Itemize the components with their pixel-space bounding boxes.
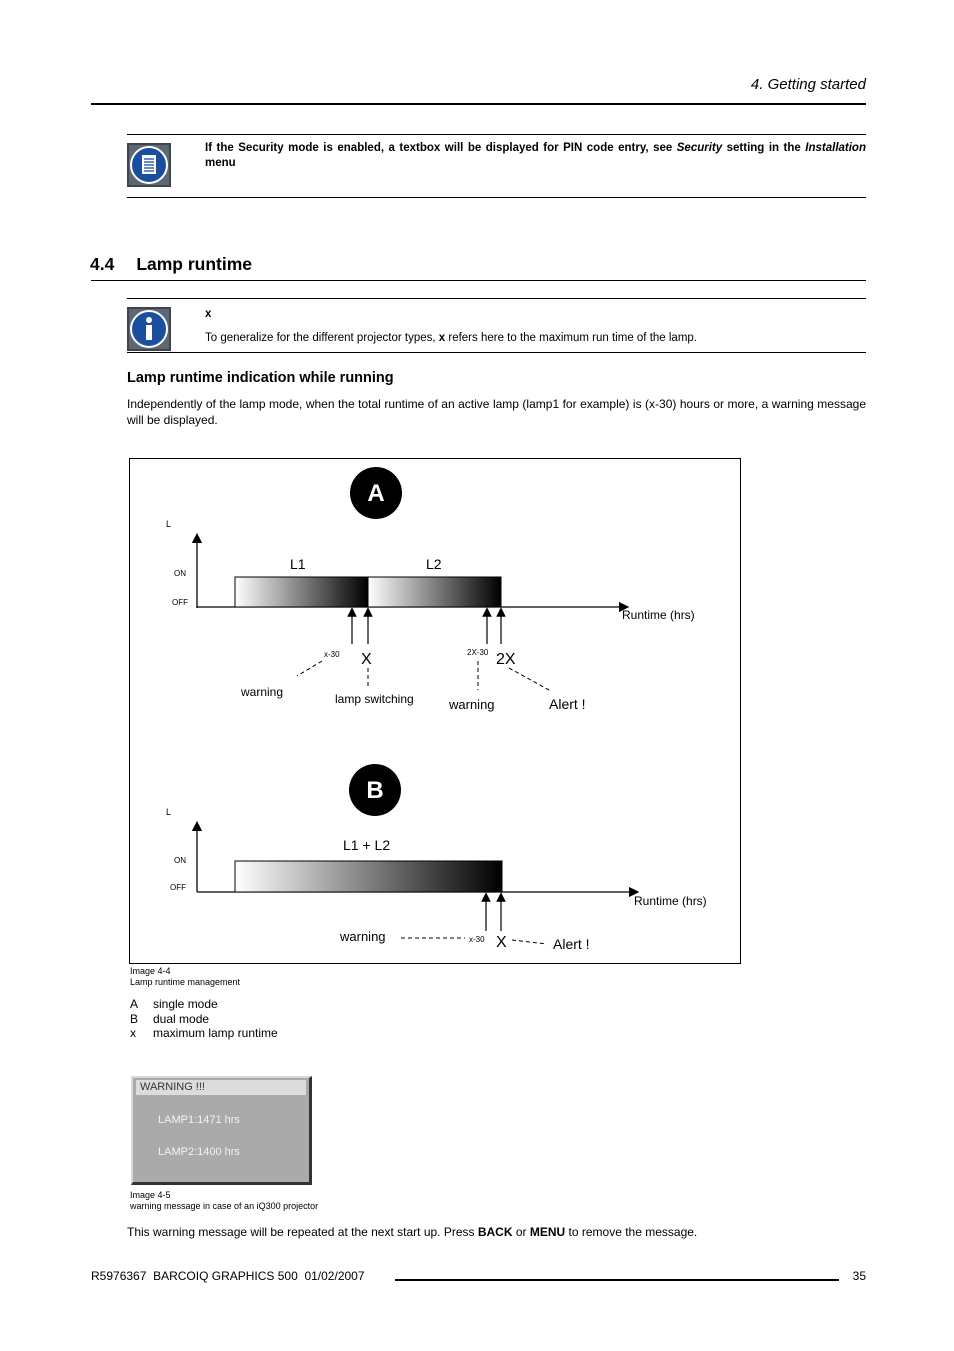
lamps-label: L1 + L2 — [343, 837, 391, 853]
info-top-rule — [127, 298, 866, 299]
warning-label-2: warning — [449, 697, 495, 712]
warning-label-1: warning — [241, 685, 284, 699]
page-number: 35 — [852, 1269, 866, 1283]
axis-label-l: L — [166, 519, 172, 529]
badge-a: A — [367, 480, 385, 507]
info-bottom-rule — [127, 352, 866, 353]
legend-item: B dual mode — [130, 1011, 210, 1026]
alert-label-b: Alert ! — [553, 936, 590, 952]
lamp1-bar — [235, 577, 368, 607]
footer-rule — [395, 1279, 839, 1281]
badge-b: B — [366, 777, 384, 804]
info-note-text: To generalize for the different projector types, x refers here to the maximum run time of the lamp. — [205, 332, 697, 344]
mark-x: X — [361, 651, 372, 668]
warning-message-screenshot — [131, 1076, 312, 1185]
switching-label: lamp switching — [335, 692, 414, 706]
off-label-b: OFF — [170, 883, 186, 892]
figure2-caption: Image 4-5 warning message in case of an iQ300 projector — [130, 1190, 319, 1211]
off-label: OFF — [172, 598, 188, 607]
note-icon — [127, 143, 171, 192]
figure-legend — [130, 997, 278, 1041]
warning-lamp1: LAMP1:1471 hrs — [158, 1114, 240, 1126]
intro-paragraph: Independently of the lamp mode, when the total runtime of an active lamp (lamp1 for example) is (x-30) hours or more, a warning message will be displayed. — [127, 397, 866, 427]
closing-paragraph: This warning message will be repeated at the next start up. Press BACK or MENU to remove the message. — [127, 1225, 698, 1239]
mark-x30: x-30 — [324, 650, 340, 659]
runtime-label: Runtime (hrs) — [622, 608, 695, 622]
note-top-rule — [127, 134, 866, 135]
legend-item: A single mode — [130, 997, 218, 1011]
section-rule — [91, 280, 866, 281]
info-note-heading: x — [205, 308, 212, 320]
warning-title-bar: WARNING !!! — [136, 1080, 306, 1095]
section-heading: 4.4 Lamp runtime — [90, 254, 253, 274]
figure1-caption: Image 4-4 Lamp runtime management — [130, 966, 241, 987]
header-rule — [91, 103, 866, 105]
lamps-bar — [235, 861, 502, 892]
subsection-heading: Lamp runtime indication while running — [127, 370, 394, 386]
chapter-title: 4. Getting started — [750, 76, 866, 93]
runtime-label-b: Runtime (hrs) — [634, 894, 707, 908]
axis-label-l-b: L — [166, 807, 172, 817]
footer-info: R5976367 BARCOIQ GRAPHICS 500 01/02/2007 — [91, 1269, 365, 1283]
on-label-b: ON — [174, 856, 186, 865]
mark-2x: 2X — [496, 651, 516, 668]
security-note: If the Security mode is enabled, a textbox will be displayed for PIN code entry, see Security setting in the Installation menu — [205, 142, 866, 169]
mark-x30-b: x-30 — [469, 935, 485, 944]
lamp2-bar — [368, 577, 501, 607]
legend-item: x maximum lamp runtime — [130, 1026, 278, 1040]
note-bottom-rule — [127, 197, 866, 198]
lamp1-label: L1 — [290, 556, 306, 572]
on-label: ON — [174, 569, 186, 578]
info-icon — [127, 307, 171, 356]
warning-lamp2: LAMP2:1400 hrs — [158, 1146, 240, 1158]
lamp-runtime-diagram — [129, 458, 742, 970]
alert-label-a: Alert ! — [549, 696, 586, 712]
lamp2-label: L2 — [426, 556, 442, 572]
warning-label-b: warning — [340, 929, 386, 944]
mark-x-b: X — [496, 934, 507, 951]
mark-2x30: 2X-30 — [467, 648, 489, 657]
